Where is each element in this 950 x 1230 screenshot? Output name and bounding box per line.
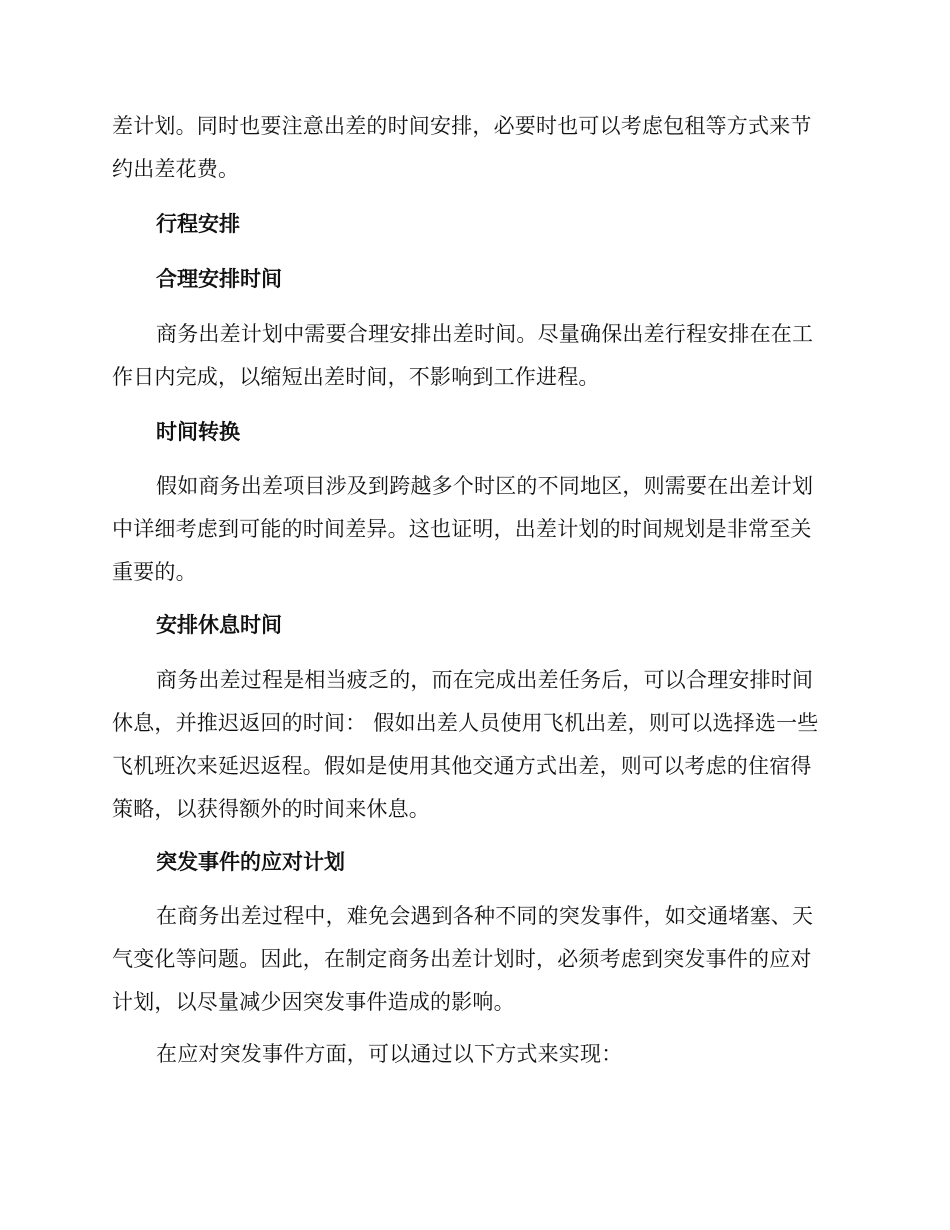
- paragraph-line: 商务出差计划中需要合理安排出差时间。尽量确保出差行程安排在在工: [156, 322, 814, 346]
- section-heading-itinerary: 行程安排: [156, 212, 240, 236]
- paragraph-line: 飞机班次来延迟返程。假如是使用其他交通方式出差，则可以考虑的住宿得: [112, 754, 812, 778]
- paragraph-line: 作日内完成，以缩短出差时间，不影响到工作进程。: [112, 365, 600, 389]
- paragraph-line: 中详细考虑到可能的时间差异。这也证明，出差计划的时间规划是非常至关: [112, 517, 812, 541]
- subheading-emergency-plan: 突发事件的应对计划: [156, 850, 345, 874]
- paragraph-time-conversion: [112, 465, 832, 594]
- paragraph-line: 策略，以获得额外的时间来休息。: [112, 797, 430, 821]
- paragraph-line: 重要的。: [112, 560, 197, 584]
- paragraph-line: 休息，并推迟返回的时间： 假如出差人员使用飞机出差，则可以选择选一些: [112, 711, 819, 735]
- paragraph-line: 商务出差过程是相当疲乏的，而在完成出差任务后，可以合理安排时间: [156, 668, 814, 692]
- paragraph-line: 假如商务出差项目涉及到跨越多个时区的不同地区，则需要在出差计划: [156, 474, 814, 498]
- paragraph-continued: [112, 105, 832, 191]
- paragraph-line: 约出差花费。: [112, 157, 240, 181]
- paragraph-line: 在应对突发事件方面，可以通过以下方式来实现：: [156, 1042, 623, 1066]
- subheading-arrange-time: 合理安排时间: [156, 267, 282, 291]
- paragraph-emergency-methods: [112, 1033, 832, 1076]
- paragraph-emergency-plan: [112, 895, 832, 1024]
- paragraph-rest-time: [112, 659, 832, 831]
- paragraph-line: 在商务出差过程中，难免会遇到各种不同的突发事件，如交通堵塞、天: [156, 904, 814, 928]
- subheading-time-conversion: 时间转换: [156, 420, 240, 444]
- paragraph-arrange-time: [112, 313, 832, 399]
- paragraph-line: 差计划。同时也要注意出差的时间安排，必要时也可以考虑包租等方式来节: [112, 114, 812, 138]
- paragraph-line: 计划，以尽量减少因突发事件造成的影响。: [112, 990, 515, 1014]
- subheading-rest-time: 安排休息时间: [156, 613, 282, 637]
- paragraph-line: 气变化等问题。因此，在制定商务出差计划时，必须考虑到突发事件的应对: [112, 947, 812, 971]
